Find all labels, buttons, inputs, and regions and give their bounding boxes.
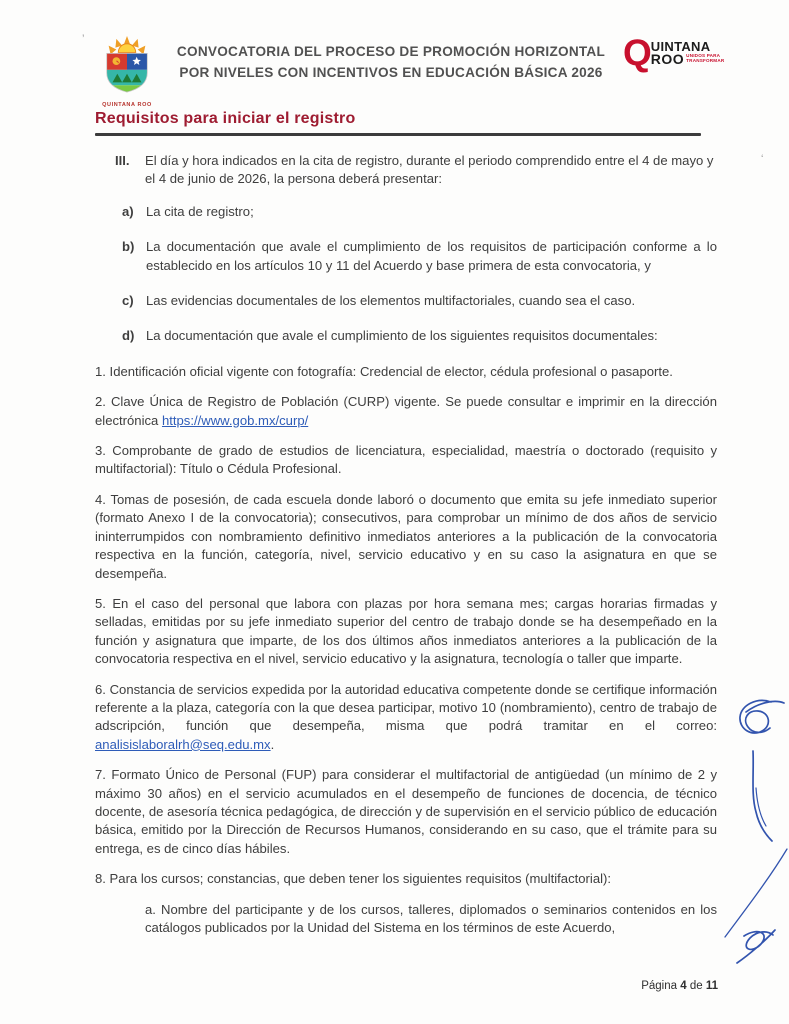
requirement-1: 1. Identificación oficial vigente con fotografía: Credencial de elector, cédula profesional o pasaporte. — [95, 363, 673, 379]
item-label: b) — [122, 239, 135, 255]
pen-vertical-stroke-2 — [756, 788, 766, 826]
requirement-8: 8. Para los cursos; constancias, que deben tener los siguientes requisitos (multifactorial): — [95, 871, 612, 887]
requirement-6 — [95, 681, 717, 755]
item-label: a) — [122, 203, 134, 219]
requirement-3: 3. Comprobante de grado de estudios de licenciatura, especialidad, maestría o doctorado (requisito y multifactorial): Título o Cédula Profesional. — [95, 443, 717, 477]
curp-link[interactable]: https://www.gob.mx/curp/ — [161, 412, 309, 428]
item-text: La documentación que avale el cumplimiento de los requisitos de participación conforme a lo establecido en los artículos 10 y 11 del Acuerdo y base primera de esta convocatoria, y — [146, 239, 717, 273]
of-label: de — [689, 980, 703, 992]
item-label: d) — [122, 328, 135, 344]
section-heading: Requisitos para iniciar el registro — [95, 110, 356, 127]
total-pages: 11 — [705, 980, 718, 992]
wordmark-q-icon: Q — [623, 32, 650, 73]
requirement-6-text: 6. Constancia de servicios expedida por la autoridad educativa competente donde se certifique información referente a la plaza, categoría con la que desea participar, motivo 10 (nombramiento), centro de trabajo de adscripción, función que desempeña, misma que podrá tramitar en el correo: — [95, 681, 717, 734]
requirement-5: 5. En el caso del personal que labora con plazas por hora semana mes; cargas horarias firmadas y selladas, emitidas por su jefe inmediato superior del centro de trabajo donde se ha desempeñado en la función y asignatura que imparte, de los dos últimos años inmediatos anteriores a la publicación de la convocatoria respectiva en el nivel, servicio educativo y la asignatura, tecnología o taller que imparte. — [95, 595, 717, 667]
list-item-c — [95, 292, 717, 310]
clause-text: El día y hora indicados en la cita de registro, durante el periodo comprendido entre el 4 de mayo y el 4 de junio de 2026, la persona deberá presentar: — [145, 153, 714, 187]
list-item-b — [95, 238, 717, 275]
clause-iii — [95, 152, 717, 189]
coat-of-arms-caption: QUINTANA ROO — [102, 102, 152, 108]
page-number-footer — [641, 980, 718, 992]
scan-artifact: ’ — [82, 33, 85, 45]
document-title: CONVOCATORIA DEL PROCESO DE PROMOCIÓN HORIZONTAL POR NIVELES CON INCENTIVOS EN EDUCACIÓN BÁSICA 2026 — [176, 44, 606, 80]
requirement-2 — [95, 393, 717, 430]
pen-scribble-initials — [740, 700, 784, 733]
list-item-a — [95, 203, 717, 221]
current-page: 4 — [680, 980, 687, 992]
item-label: c) — [122, 293, 134, 309]
item-text: La cita de registro; — [146, 203, 254, 219]
item-text: La documentación que avale el cumplimiento de los siguientes requisitos documentales: — [146, 328, 658, 344]
requirement-8a: a. Nombre del participante y de los cursos, talleres, diplomados o seminarios contenidos en los catálogos publicados por la Unidad del Sistema en los términos de este Acuerdo, — [145, 901, 717, 935]
pen-diagonal-line — [725, 849, 787, 937]
email-link[interactable]: analisislaboralrh@seq.edu.mx — [95, 736, 271, 752]
quintana-roo-wordmark-logo — [623, 32, 725, 73]
document-body — [95, 152, 717, 937]
page-label: Página — [641, 980, 678, 992]
item-text: Las evidencias documentales de los elementos multifactoriales, cuando sea el caso. — [146, 293, 636, 309]
wordmark-uintana: UINTANA — [650, 39, 711, 54]
coat-of-arms-icon — [98, 34, 156, 96]
scan-artifact: ‘ — [761, 153, 764, 165]
wordmark-roo: ROO — [650, 51, 685, 67]
document-header — [95, 34, 723, 108]
requirement-7: 7. Formato Único de Personal (FUP) para considerar el multifactorial de antigüedad (un mínimo de 2 y máximo 30 años) en el servicio acumulados en el desempeño de funciones de docencia, de técnico docente, de asesoría técnica pedagógica, de dirección y de supervisión en el servicio público de educación básica, emitido por la Dirección de Recursos Humanos, considerando en su caso, que el trámite para su entrega, es de cinco días hábiles. — [95, 767, 717, 856]
quintana-roo-coat-of-arms-logo — [95, 34, 159, 108]
list-item-d — [95, 327, 717, 345]
clause-number: III. — [115, 153, 130, 168]
requirement-6-text-after: . — [270, 736, 275, 752]
pen-flourish — [737, 930, 775, 963]
pen-vertical-stroke — [753, 751, 772, 841]
requirement-2-text: 2. Clave Única de Registro de Población (CURP) vigente. Se puede consultar e imprimir en la dirección electrónica — [95, 394, 717, 428]
wordmark-tagline: UNIDOS PARA TRANSFORMAR — [686, 53, 725, 63]
heading-divider — [95, 133, 701, 136]
requirement-4: 4. Tomas de posesión, de cada escuela donde laboró o documento que emita su jefe inmediato superior (formato Anexo I de la convocatoria); consecutivos, para comprobar un mínimo de dos años de servicio ininterrumpidos con nombramiento definitivo inmediatos anteriores a la publicación de la convocatoria respectiva en la función, categoría, nivel, servicio educativo y en su caso la asignatura en que se desempeña. — [95, 491, 717, 581]
section-header — [95, 110, 701, 136]
